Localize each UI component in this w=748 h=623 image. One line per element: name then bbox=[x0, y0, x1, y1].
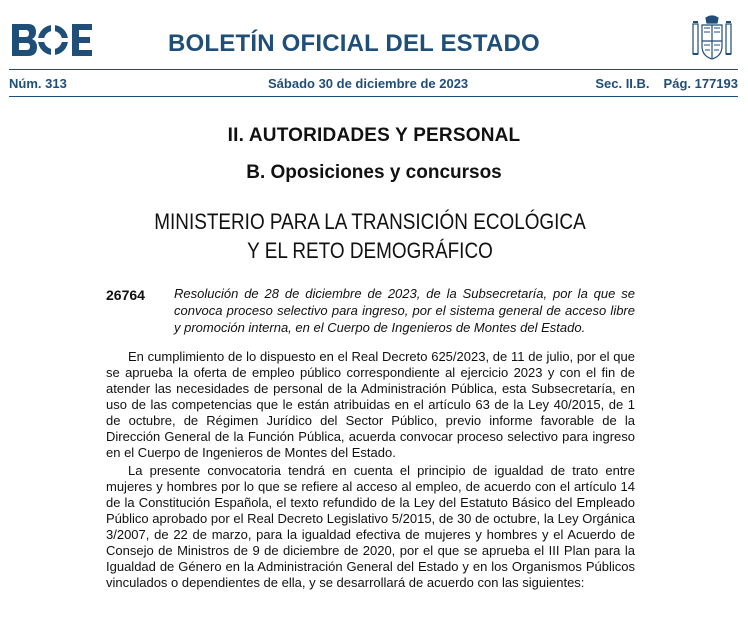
ministry-name-line1: MINISTERIO PARA LA TRANSICIÓN ECOLÓGICA bbox=[154, 209, 586, 234]
boe-logo-icon bbox=[10, 22, 94, 58]
issue-date: Sábado 30 de diciembre de 2023 bbox=[268, 76, 469, 91]
section-label: Sec. II.B. bbox=[595, 76, 650, 91]
body-text bbox=[106, 349, 635, 593]
ministry-name-line2: Y EL RETO DEMOGRÁFICO bbox=[247, 238, 493, 263]
coat-of-arms-icon bbox=[690, 14, 734, 62]
page-label: Pág. 177193 bbox=[663, 76, 738, 91]
section-page bbox=[595, 76, 738, 91]
section-title: II. AUTORIDADES Y PERSONAL bbox=[227, 125, 521, 146]
reference-number: 26764 bbox=[106, 287, 145, 303]
issue-number: Núm. 313 bbox=[9, 76, 67, 91]
paragraph: En cumplimiento de lo dispuesto en el Real Decreto 625/2023, de 11 de julio, por el que se aprueba la oferta de empleo público correspondiente al ejercicio 2023 y con el fin de atender las necesidades de personal de la Administración Pública, esta Subsecretaría, en uso de las competencias que le están atribuidas en el artículo 63 de la Ley 40/2015, de 1 de octubre, de Régimen Jurídico del Sector Público, previo informe favorable de la Dirección General de la Función Pública, acuerda convocar proceso selectivo para ingreso en el Cuerpo de Ingenieros de Montes del Estado. bbox=[106, 349, 635, 460]
header-rule-bottom bbox=[9, 96, 738, 97]
resolution-summary: Resolución de 28 de diciembre de 2023, de la Subsecretaría, por la que se convoca proceso selectivo para ingreso, por el sistema general de acceso libre y promoción interna, en el Cuerpo de Ingenieros de Montes del Estado. bbox=[174, 286, 635, 335]
header-rule-top bbox=[9, 69, 738, 70]
gazette-title: BOLETÍN OFICIAL DEL ESTADO bbox=[168, 30, 540, 57]
subsection-title: B. Oposiciones y concursos bbox=[246, 162, 502, 183]
paragraph: La presente convocatoria tendrá en cuenta el principio de igualdad de trato entre mujeres y hombres por lo que se refiere al acceso al empleo, de acuerdo con el artículo 14 de la Constitución Española, el texto refundido de la Ley del Estatuto Básico del Empleado Público aprobado por el Real Decreto Legislativo 5/2015, de 30 de octubre, la Ley Orgánica 3/2007, de 22 de marzo, para la igualdad efectiva de mujeres y hombres y el Acuerdo de Consejo de Ministros de 9 de diciembre de 2020, por el que se aprueba el III Plan para la Igualdad de Género en la Administración General del Estado y en los Organismos Públicos vinculados o dependientes de ella, y se desarrollará de acuerdo con las siguientes: bbox=[106, 463, 635, 590]
